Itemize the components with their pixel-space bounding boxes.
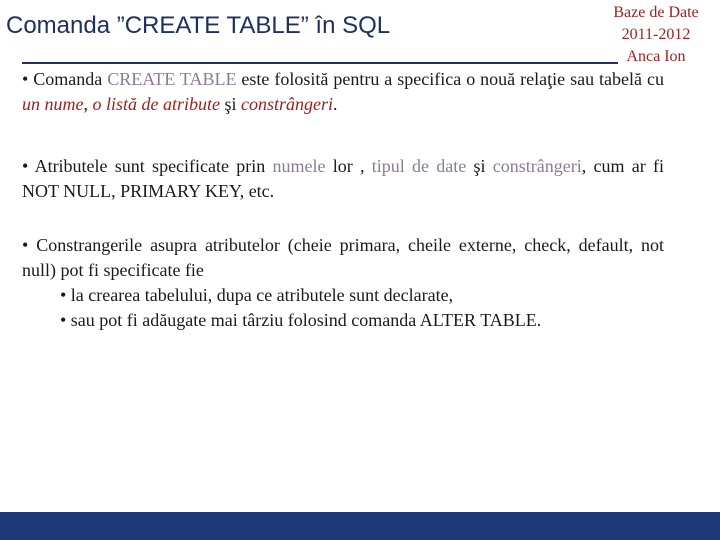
slide-meta (596, 2, 716, 68)
bullet-text: • Atributele sunt specificate prin (22, 156, 273, 176)
body-text: şi (466, 156, 493, 176)
keyword-data-type: tipul de date (371, 156, 467, 176)
emphasis-attribute-list: o listă de atribute (92, 94, 220, 114)
keyword-create-table: CREATE TABLE (107, 69, 237, 89)
paragraph-constraints (22, 233, 664, 333)
keyword-names: numele (272, 156, 326, 176)
paragraph-create-table (22, 67, 664, 117)
sub-bullet-create: • la crearea tabelului, dupa ce atributele sunt declarate, (60, 285, 454, 305)
end-text: , cum ar fi NOT NULL, PRIMARY KEY, etc. (22, 156, 664, 201)
footer-bar (0, 512, 720, 540)
separator-text: , (83, 94, 93, 114)
author-name: Anca Ion (626, 48, 686, 65)
emphasis-constraints: constrângeri (241, 94, 334, 114)
constraints-intro: • Constrangerile asupra atributelor (cheie primara, cheile externe, check, default, not null) pot fi specificate fie (22, 235, 664, 280)
keyword-constraints: constrângeri (492, 156, 582, 176)
course-name: Baze de Date (613, 4, 699, 21)
sub-bullet-alter: • sau pot fi adăugate mai târziu folosind comanda ALTER TABLE. (60, 310, 542, 330)
title-rule (22, 62, 618, 64)
bullet-text: • Comanda (22, 69, 108, 89)
separator-text: şi (220, 94, 242, 114)
slide-title: Comanda ”CREATE TABLE” în SQL (6, 12, 391, 39)
paragraph-attributes (22, 154, 664, 204)
emphasis-name: un nume (22, 94, 84, 114)
end-text: . (333, 94, 338, 114)
body-text: este folosită pentru a specifica o nouă relaţie sau tabelă cu (236, 69, 664, 89)
body-text: lor , (325, 156, 372, 176)
course-years: 2011-2012 (621, 26, 691, 43)
